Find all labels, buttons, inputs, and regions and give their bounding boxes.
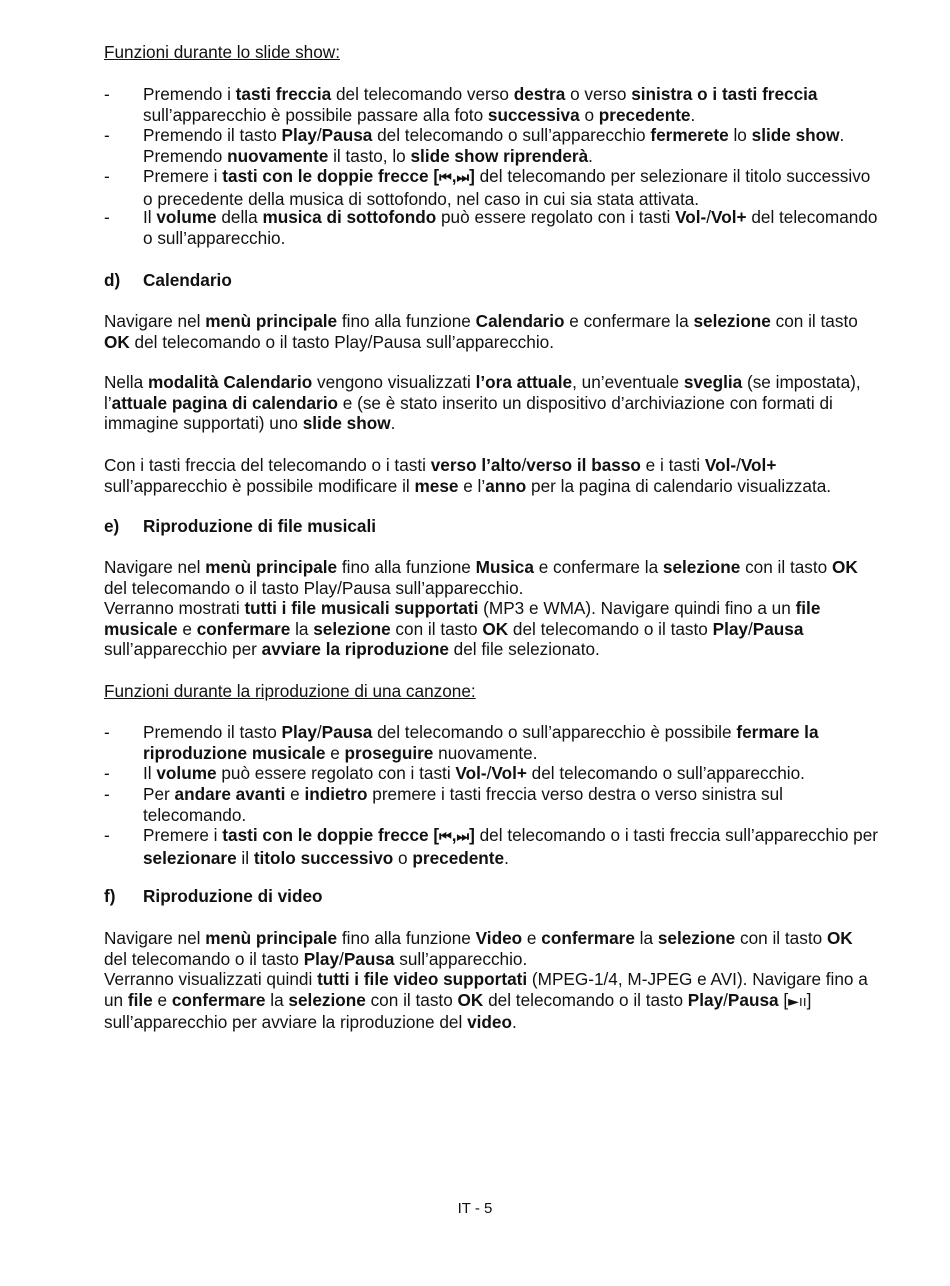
slideshow-subtitle: Funzioni durante lo slide show: xyxy=(104,42,340,62)
bullet-dash: - xyxy=(104,166,110,186)
list-item-text: Premere i tasti con le doppie frecce [⏮,⏭] del telecomando per selezionare il titolo successivo o precedente della musica di sottofondo, nel caso in cui sia stata attivata. xyxy=(143,166,871,209)
section-letter: d) xyxy=(104,270,121,290)
list-item-text: Premendo il tasto Play/Pausa del telecomando o sull’apparecchio è possibile fermare la riproduzione musicale e proseguire nuovamente. xyxy=(143,722,819,763)
bullet-dash: - xyxy=(104,825,110,845)
list-item-text: Premendo il tasto Play/Pausa del telecomando o sull’apparecchio fermerete lo slide show. Premendo nuovamente il tasto, lo slide show riprenderà. xyxy=(143,125,845,166)
bullet-dash: - xyxy=(104,207,110,227)
bullet-dash: - xyxy=(104,763,110,783)
calendar-paragraph-1: Navigare nel menù principale fino alla funzione Calendario e confermare la selezione con il tasto OK del telecomando o il tasto Play/Pausa sull’apparecchio. xyxy=(104,311,858,352)
bullet-dash: - xyxy=(104,125,110,145)
section-title: Riproduzione di video xyxy=(143,886,323,906)
bullet-dash: - xyxy=(104,722,110,742)
calendar-paragraph-3: Con i tasti freccia del telecomando o i tasti verso l’alto/verso il basso e i tasti Vol-/Vol+ sull’apparecchio è possibile modificare il mese e l’anno per la pagina di calendario visualizzata. xyxy=(104,455,832,496)
section-letter: e) xyxy=(104,516,120,536)
bullet-dash: - xyxy=(104,784,110,804)
music-subtitle: Funzioni durante la riproduzione di una canzone: xyxy=(104,681,476,701)
video-paragraph: Navigare nel menù principale fino alla funzione Video e confermare la selezione con il tasto OK del telecomando o il tasto Play/Pausa sull’apparecchio. Verranno visualizzati quindi tutti i file video supportati (MPEG-1/4, M-JPEG e AVI). Navigare fino a un file e confermare la selezione con il tasto OK del telecomando o il tasto Play/Pausa [►ıı] sull’apparecchio per avviare la riproduzione del video. xyxy=(104,928,868,1033)
list-item-text: Premere i tasti con le doppie frecce [⏮,⏭] del telecomando o i tasti freccia sull’apparecchio per selezionare il titolo successivo o precedente. xyxy=(143,825,878,868)
music-paragraph: Navigare nel menù principale fino alla funzione Musica e confermare la selezione con il tasto OK del telecomando o il tasto Play/Pausa sull’apparecchio. Verranno mostrati tutti i file musicali supportati (MP3 e WMA). Navigare quindi fino a un file musicale e confermare la selezione con il tasto OK del telecomando o il tasto Play/Pausa sull’apparecchio per avviare la riproduzione del file selezionato. xyxy=(104,557,858,660)
calendar-paragraph-2: Nella modalità Calendario vengono visualizzati l’ora attuale, un’eventuale sveglia (se impostata), l’attuale pagina di calendario e (se è stato inserito un dispositivo d’archiviazione con formati di immagine supportati) uno slide show. xyxy=(104,372,861,434)
list-item-text: Per andare avanti e indietro premere i tasti freccia verso destra o verso sinistra sul telecomando. xyxy=(143,784,783,825)
list-item-text: Il volume della musica di sottofondo può essere regolato con i tasti Vol-/Vol+ del telecomando o sull’apparecchio. xyxy=(143,207,878,248)
section-letter: f) xyxy=(104,886,116,906)
page-number: IT - 5 xyxy=(457,1200,493,1217)
bullet-dash: - xyxy=(104,84,110,104)
section-title: Calendario xyxy=(143,270,232,290)
list-item-text: Il volume può essere regolato con i tasti Vol-/Vol+ del telecomando o sull’apparecchio. xyxy=(143,763,805,783)
list-item-text: Premendo i tasti freccia del telecomando verso destra o verso sinistra o i tasti freccia sull’apparecchio è possibile passare alla foto successiva o precedente. xyxy=(143,84,818,125)
section-title: Riproduzione di file musicali xyxy=(143,516,377,536)
